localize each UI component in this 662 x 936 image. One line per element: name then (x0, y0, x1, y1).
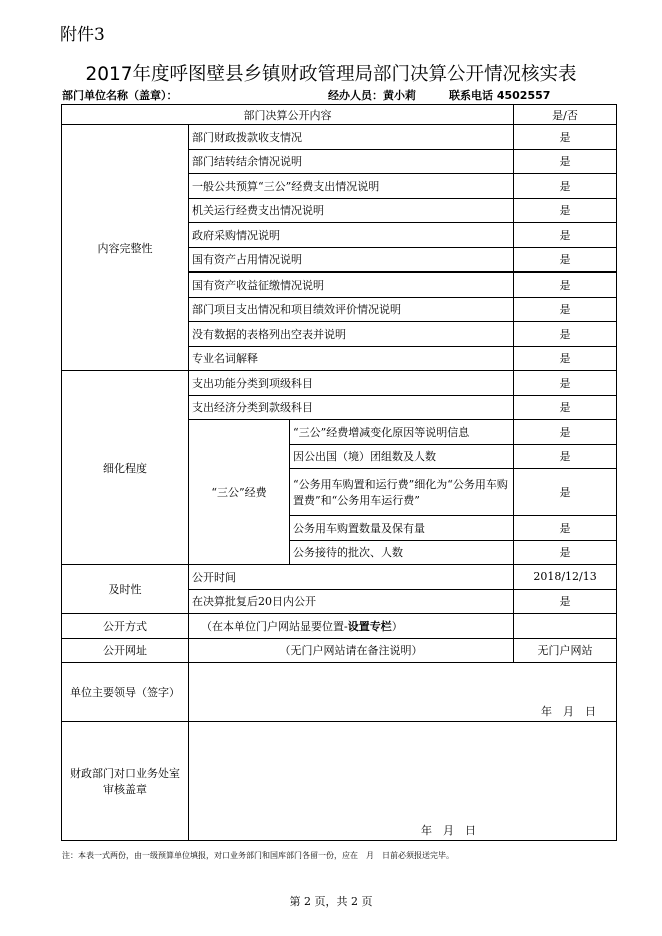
method-value-suffix: ） (391, 619, 403, 633)
table-row (62, 663, 617, 722)
answer-cell: 2018/12/13 (514, 565, 617, 590)
finance-approval-date: 年 月 日 (421, 824, 476, 837)
website-answer: 无门户网站 (514, 638, 617, 663)
answer-cell: 是 (514, 589, 617, 614)
item-cell: 在决算批复后20日内公开 (189, 589, 514, 614)
unit-name-label: 部门单位名称（盖章）： (62, 89, 178, 102)
answer-cell: 是 (514, 346, 617, 371)
finance-approval-cell (189, 722, 617, 841)
table-row (62, 125, 617, 150)
finance-approval-label: 财政部门对口业务处室审核盖章 (62, 722, 189, 841)
method-value (189, 614, 514, 639)
answer-cell: 是 (514, 272, 617, 297)
page-number: 第 2 页，共 2 页 (289, 895, 373, 908)
item-cell: 支出经济分类到款级科目 (189, 395, 514, 420)
answer-cell: 是 (514, 469, 617, 516)
method-value-prefix: （在本单位门户网站显要位置- (201, 619, 348, 633)
answer-cell: 是 (514, 540, 617, 565)
answer-cell: 是 (514, 174, 617, 199)
website-label: 公开网址 (62, 638, 189, 663)
answer-cell: 是 (514, 371, 617, 396)
leader-signature-cell (189, 663, 617, 722)
phone-label: 联系电话 4502557 (449, 89, 551, 102)
footnote: 注：本表一式两份，由一级预算单位填报，对口业务部门和国库部门各留一份，应在 月 日前必须报送完毕。 (62, 851, 454, 860)
answer-cell: 是 (514, 444, 617, 469)
item-cell: 政府采购情况说明 (189, 223, 514, 248)
item-cell: 专业名词解释 (189, 346, 514, 371)
header-answer-cell: 是/否 (514, 105, 617, 125)
answer-cell: 是 (514, 198, 617, 223)
item-cell: 部门结转结余情况说明 (189, 149, 514, 174)
method-label: 公开方式 (62, 614, 189, 639)
website-value: （无门户网站请在备注说明） (189, 638, 514, 663)
leader-signature-label: 单位主要领导（签字） (62, 663, 189, 722)
table-row (62, 371, 617, 396)
group-detail-label: 细化程度 (62, 371, 189, 565)
method-answer (514, 614, 617, 639)
answer-cell: 是 (514, 420, 617, 445)
handler-label: 经办人员：黄小莉 (328, 89, 416, 102)
item-cell: 没有数据的表格列出空表并说明 (189, 322, 514, 347)
item-cell: 国有资产收益征缴情况说明 (189, 272, 514, 297)
item-cell: 因公出国（境）团组数及人数 (290, 444, 514, 469)
table-row (62, 638, 617, 663)
answer-cell: 是 (514, 125, 617, 150)
item-cell: 部门财政拨款收支情况 (189, 125, 514, 150)
answer-cell: 是 (514, 322, 617, 347)
item-cell: “公务用车购置和运行费”细化为“公务用车购置费”和“公务用车运行费” (290, 469, 514, 516)
header-content-cell: 部门决算公开内容 (62, 105, 514, 125)
three-public-sublabel: “三公”经费 (189, 420, 290, 565)
item-cell: “三公”经费增减变化原因等说明信息 (290, 420, 514, 445)
item-cell: 机关运行经费支出情况说明 (189, 198, 514, 223)
verification-table (61, 104, 617, 841)
table-row (62, 614, 617, 639)
method-value-emphasis: 设置专栏 (347, 619, 392, 633)
leader-signature-date: 年 月 日 (541, 705, 597, 718)
item-cell: 部门项目支出情况和项目绩效评价情况说明 (189, 297, 514, 322)
item-cell: 公务用车购置数量及保有量 (290, 516, 514, 541)
page-title: 2017年度呼图壁县乡镇财政管理局部门决算公开情况核实表 (85, 64, 577, 85)
item-cell: 支出功能分类到项级科目 (189, 371, 514, 396)
answer-cell: 是 (514, 223, 617, 248)
answer-cell: 是 (514, 297, 617, 322)
item-cell: 一般公共预算“三公”经费支出情况说明 (189, 174, 514, 199)
table-header-row (62, 105, 617, 125)
group-timeliness-label: 及时性 (62, 565, 189, 614)
answer-cell: 是 (514, 149, 617, 174)
item-cell: 公务接待的批次、人数 (290, 540, 514, 565)
answer-cell: 是 (514, 395, 617, 420)
attachment-label: 附件3 (60, 25, 105, 45)
group-completeness-label: 内容完整性 (62, 125, 189, 371)
item-cell: 国有资产占用情况说明 (189, 247, 514, 272)
answer-cell: 是 (514, 247, 617, 272)
item-cell: 公开时间 (189, 565, 514, 590)
table-row (62, 722, 617, 841)
answer-cell: 是 (514, 516, 617, 541)
table-row (62, 565, 617, 590)
